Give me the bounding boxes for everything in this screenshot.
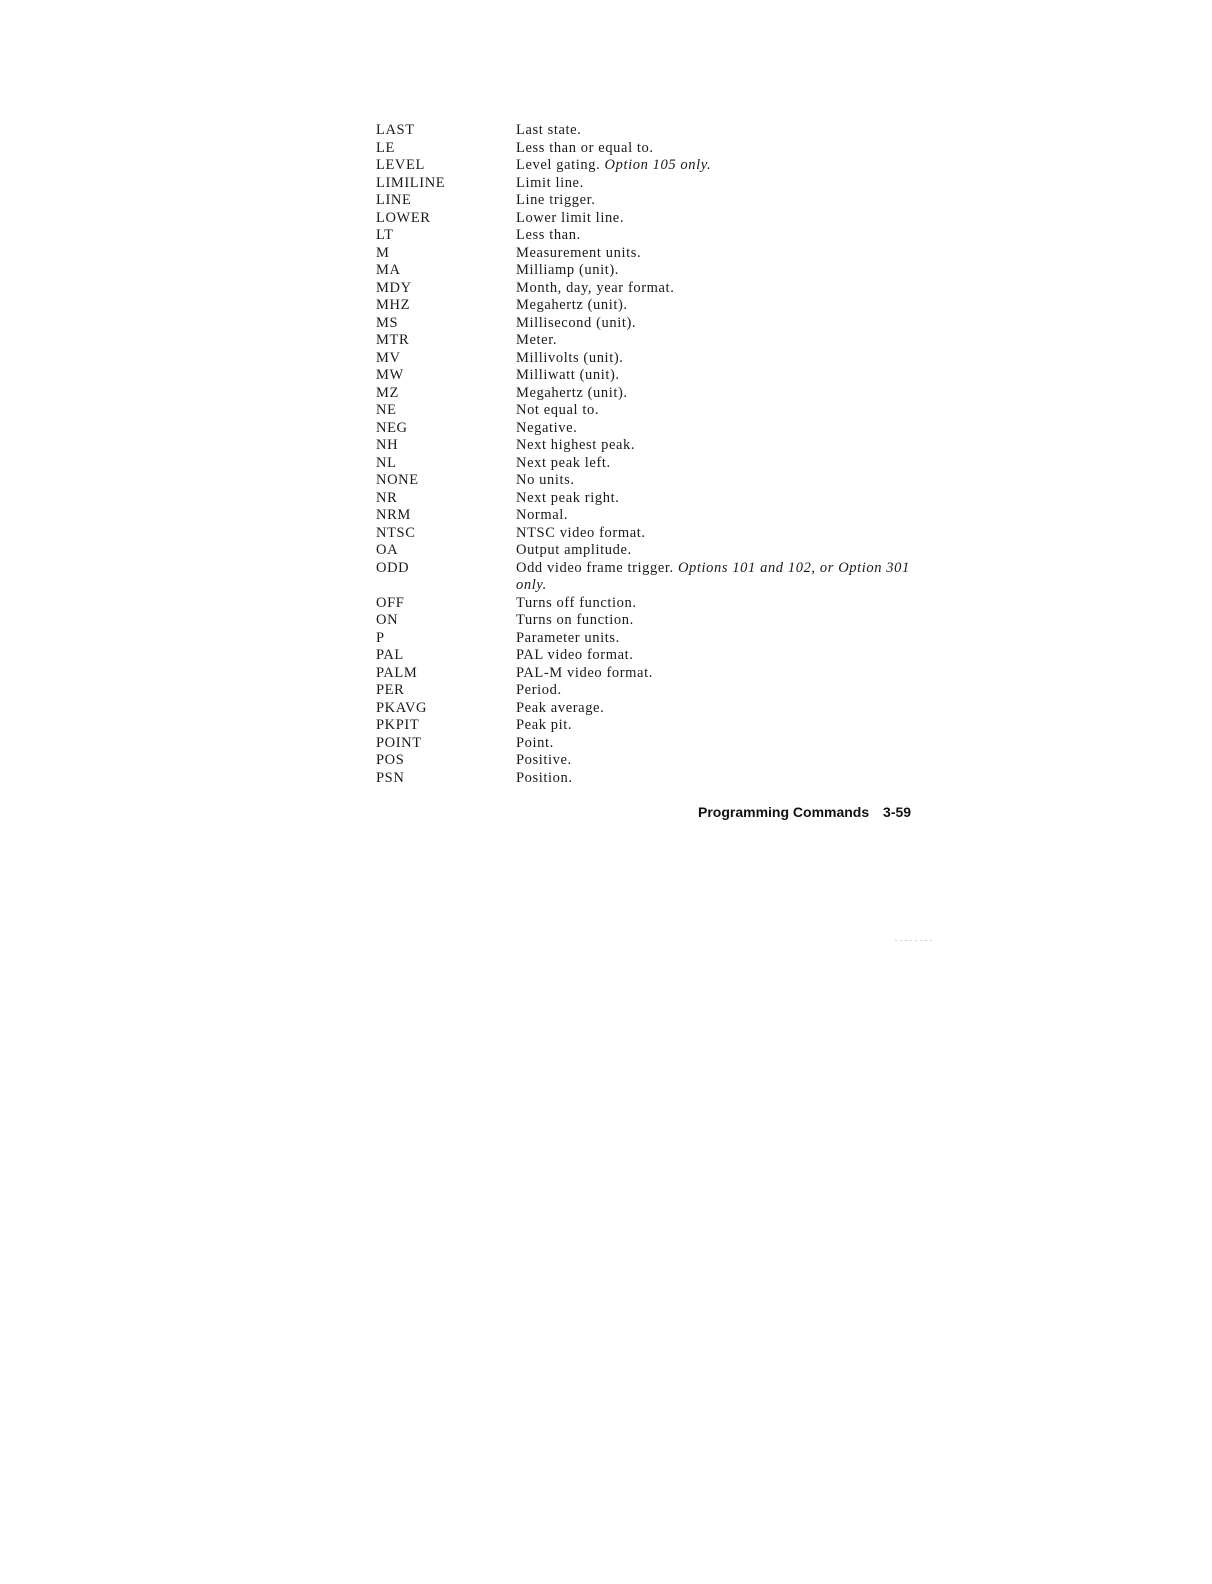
glossary-term: NL bbox=[376, 454, 397, 471]
description-text: Output amplitude. bbox=[516, 542, 632, 558]
description-text: PAL video format. bbox=[516, 647, 634, 663]
glossary-term: NEG bbox=[376, 419, 408, 436]
glossary-row bbox=[376, 612, 916, 630]
glossary-term: ON bbox=[376, 612, 399, 628]
glossary-row bbox=[376, 525, 916, 543]
glossary-term: MDY bbox=[376, 279, 412, 296]
glossary-row bbox=[376, 700, 916, 718]
description-text: Level gating. bbox=[516, 157, 601, 173]
glossary-description bbox=[516, 770, 916, 788]
description-text: Megahertz (unit). bbox=[516, 297, 628, 313]
glossary-row bbox=[376, 630, 916, 648]
glossary-row bbox=[376, 297, 916, 315]
description-text: Next highest peak. bbox=[516, 437, 636, 453]
description-text: Limit line. bbox=[516, 174, 584, 191]
glossary-row bbox=[376, 770, 916, 788]
scan-artifact bbox=[895, 940, 935, 941]
glossary-term: PALM bbox=[376, 664, 418, 681]
glossary-term: LAST bbox=[376, 122, 415, 138]
glossary-row bbox=[376, 647, 916, 665]
glossary-description bbox=[516, 472, 916, 490]
glossary-term: NE bbox=[376, 402, 397, 418]
glossary-description bbox=[516, 402, 916, 420]
description-text: Meter. bbox=[516, 332, 558, 348]
glossary-row bbox=[376, 122, 916, 140]
glossary-description bbox=[516, 630, 916, 648]
glossary-term: POINT bbox=[376, 734, 422, 751]
description-text: Turns off function. bbox=[516, 594, 637, 611]
glossary-table bbox=[376, 122, 916, 787]
description-text: Last state. bbox=[516, 122, 582, 138]
glossary-row bbox=[376, 350, 916, 368]
glossary-description bbox=[516, 525, 916, 543]
glossary-term: MZ bbox=[376, 384, 399, 401]
glossary-row bbox=[376, 682, 916, 700]
description-text: Negative. bbox=[516, 419, 578, 436]
description-text: Not equal to. bbox=[516, 402, 600, 418]
glossary-term: MW bbox=[376, 367, 404, 383]
glossary-term: PSN bbox=[376, 769, 405, 786]
glossary-description bbox=[516, 245, 916, 263]
glossary-row bbox=[376, 560, 916, 595]
glossary-term: MTR bbox=[376, 332, 410, 348]
glossary-description bbox=[516, 140, 916, 158]
glossary-term: MA bbox=[376, 262, 401, 278]
glossary-row bbox=[376, 752, 916, 770]
glossary-description bbox=[516, 192, 916, 210]
glossary-description bbox=[516, 542, 916, 560]
glossary-description bbox=[516, 367, 916, 385]
description-text: Millivolts (unit). bbox=[516, 349, 624, 366]
glossary-description bbox=[516, 350, 916, 368]
description-text: Month, day, year format. bbox=[516, 279, 675, 296]
glossary-description bbox=[516, 717, 916, 735]
glossary-term: MS bbox=[376, 314, 399, 331]
glossary-row bbox=[376, 542, 916, 560]
glossary-description bbox=[516, 735, 916, 753]
description-text: Peak pit. bbox=[516, 717, 573, 733]
glossary-row bbox=[376, 385, 916, 403]
description-text: Odd video frame trigger. bbox=[516, 559, 674, 576]
glossary-description bbox=[516, 455, 916, 473]
page-number: 3-59 bbox=[883, 804, 912, 820]
glossary-description bbox=[516, 332, 916, 350]
glossary-description bbox=[516, 227, 916, 245]
glossary-description bbox=[516, 560, 916, 595]
description-text: Megahertz (unit). bbox=[516, 384, 628, 401]
glossary-row bbox=[376, 665, 916, 683]
description-text: PAL-M video format. bbox=[516, 664, 653, 681]
glossary-row bbox=[376, 175, 916, 193]
description-text: Position. bbox=[516, 769, 573, 786]
glossary-term: PKPIT bbox=[376, 717, 420, 733]
glossary-row bbox=[376, 402, 916, 420]
glossary-row bbox=[376, 367, 916, 385]
glossary-row bbox=[376, 437, 916, 455]
glossary-term: LINE bbox=[376, 192, 412, 208]
glossary-description bbox=[516, 210, 916, 228]
description-text: Less than or equal to. bbox=[516, 139, 654, 156]
option-note: Option 105 only. bbox=[604, 157, 712, 173]
glossary-description bbox=[516, 280, 916, 298]
description-text: Period. bbox=[516, 682, 562, 698]
glossary-term: NRM bbox=[376, 507, 411, 523]
description-text: Peak average. bbox=[516, 699, 605, 716]
glossary-term: LEVEL bbox=[376, 157, 425, 173]
glossary-term: NH bbox=[376, 437, 399, 453]
glossary-row bbox=[376, 595, 916, 613]
glossary-row bbox=[376, 735, 916, 753]
glossary-term: OFF bbox=[376, 594, 405, 611]
description-text: Millisecond (unit). bbox=[516, 314, 637, 331]
glossary-row bbox=[376, 717, 916, 735]
glossary-row bbox=[376, 490, 916, 508]
glossary-description bbox=[516, 507, 916, 525]
glossary-term: M bbox=[376, 244, 390, 261]
glossary-description bbox=[516, 752, 916, 770]
glossary-term: PAL bbox=[376, 647, 404, 663]
glossary-row bbox=[376, 210, 916, 228]
glossary-description bbox=[516, 682, 916, 700]
glossary-term: NONE bbox=[376, 472, 419, 488]
glossary-description bbox=[516, 262, 916, 280]
glossary-description bbox=[516, 385, 916, 403]
glossary-term: MHZ bbox=[376, 297, 411, 313]
glossary-row bbox=[376, 472, 916, 490]
glossary-row bbox=[376, 262, 916, 280]
glossary-term: LE bbox=[376, 139, 395, 156]
glossary-row bbox=[376, 227, 916, 245]
description-text: Parameter units. bbox=[516, 629, 620, 646]
glossary-term: MV bbox=[376, 349, 401, 366]
glossary-description bbox=[516, 647, 916, 665]
description-text: Milliamp (unit). bbox=[516, 262, 620, 278]
glossary-description bbox=[516, 437, 916, 455]
description-text: Milliwatt (unit). bbox=[516, 367, 620, 383]
description-text: Positive. bbox=[516, 752, 572, 768]
glossary-description bbox=[516, 297, 916, 315]
glossary-row bbox=[376, 280, 916, 298]
glossary-term: POS bbox=[376, 752, 405, 768]
description-text: Less than. bbox=[516, 227, 581, 243]
glossary-term: NTSC bbox=[376, 524, 416, 541]
glossary-row bbox=[376, 420, 916, 438]
description-text: Next peak left. bbox=[516, 454, 611, 471]
glossary-row bbox=[376, 140, 916, 158]
glossary-term: P bbox=[376, 629, 385, 646]
glossary-description bbox=[516, 157, 916, 175]
glossary-row bbox=[376, 245, 916, 263]
glossary-row bbox=[376, 315, 916, 333]
glossary-description bbox=[516, 315, 916, 333]
glossary-term: LIMILINE bbox=[376, 174, 446, 191]
description-text: Turns on function. bbox=[516, 612, 634, 628]
option-note: Options 101 and 102, or Option 301 only. bbox=[516, 559, 910, 593]
description-text: Normal. bbox=[516, 507, 569, 523]
glossary-row bbox=[376, 332, 916, 350]
glossary-description bbox=[516, 122, 916, 140]
glossary-description bbox=[516, 665, 916, 683]
glossary-term: PER bbox=[376, 682, 405, 698]
glossary-term: OA bbox=[376, 542, 399, 558]
glossary-description bbox=[516, 420, 916, 438]
description-text: Point. bbox=[516, 734, 554, 751]
glossary-row bbox=[376, 157, 916, 175]
description-text: NTSC video format. bbox=[516, 524, 646, 541]
description-text: No units. bbox=[516, 472, 575, 488]
glossary-term: LOWER bbox=[376, 209, 431, 226]
footer-section-title: Programming Commands bbox=[698, 804, 870, 820]
description-text: Measurement units. bbox=[516, 244, 642, 261]
glossary-row bbox=[376, 455, 916, 473]
glossary-description bbox=[516, 700, 916, 718]
glossary-description bbox=[516, 490, 916, 508]
glossary-row bbox=[376, 192, 916, 210]
glossary-row bbox=[376, 507, 916, 525]
description-text: Lower limit line. bbox=[516, 209, 625, 226]
description-text: Line trigger. bbox=[516, 192, 596, 208]
glossary-description bbox=[516, 612, 916, 630]
glossary-term: PKAVG bbox=[376, 699, 428, 716]
glossary-term: LT bbox=[376, 227, 394, 243]
glossary-term: NR bbox=[376, 489, 398, 506]
description-text: Next peak right. bbox=[516, 489, 620, 506]
glossary-description bbox=[516, 175, 916, 193]
glossary-term: ODD bbox=[376, 559, 410, 576]
page-footer bbox=[698, 804, 911, 820]
glossary-description bbox=[516, 595, 916, 613]
